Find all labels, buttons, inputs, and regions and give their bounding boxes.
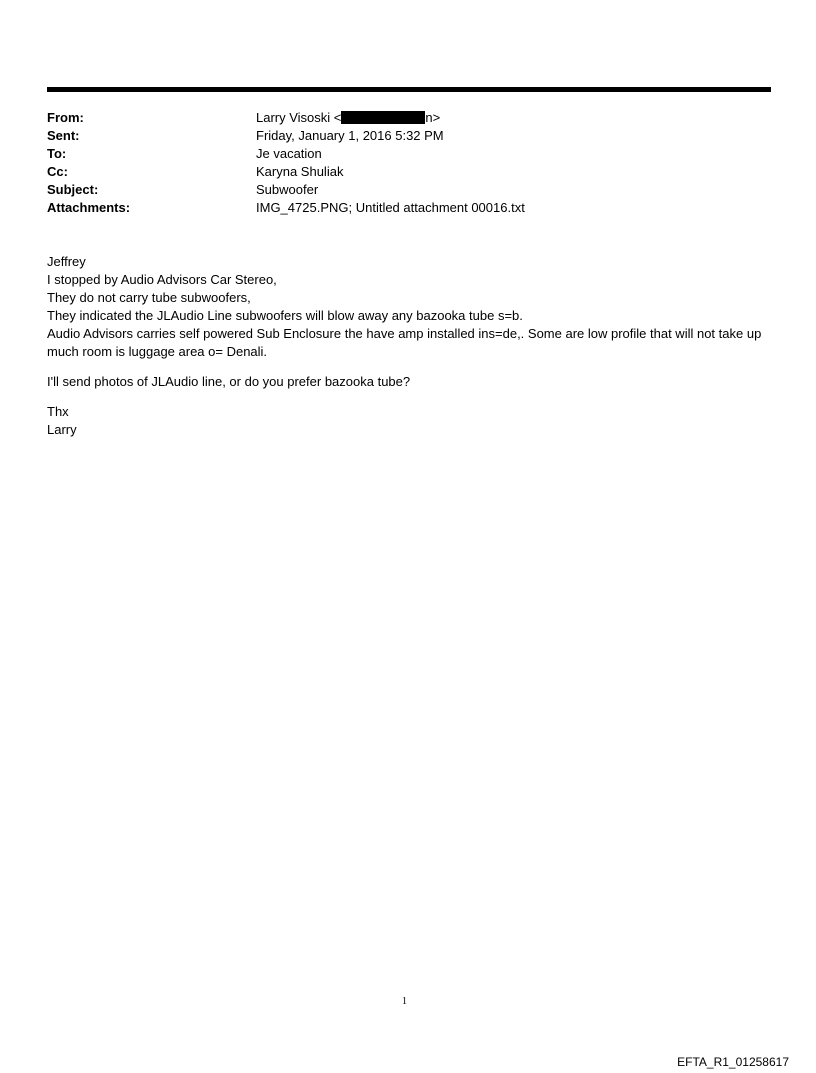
sent-value: Friday, January 1, 2016 5:32 PM: [256, 128, 444, 143]
greeting: Jeffrey: [47, 254, 86, 269]
attachments-row: [47, 199, 525, 217]
sent-label: Sent:: [47, 128, 80, 143]
page-number: 1: [402, 996, 407, 1007]
body-line: They do not carry tube subwoofers,: [47, 290, 251, 305]
to-row: [47, 145, 525, 163]
to-value: Je vacation: [256, 146, 322, 161]
redaction-box: [341, 111, 425, 124]
email-body: [47, 253, 777, 439]
from-row: [47, 109, 525, 127]
signature: Larry: [47, 422, 77, 437]
from-label: From:: [47, 110, 84, 125]
subject-value: Subwoofer: [256, 182, 319, 197]
to-label: To:: [47, 146, 67, 161]
document-id: EFTA_R1_01258617: [677, 1055, 789, 1069]
cc-value: Karyna Shuliak: [256, 164, 344, 179]
subject-row: [47, 181, 525, 199]
body-line: I stopped by Audio Advisors Car Stereo,: [47, 272, 277, 287]
subject-label: Subject:: [47, 182, 99, 197]
paragraph-gap: [47, 361, 777, 373]
cc-label: Cc:: [47, 164, 68, 179]
paragraph-gap: [47, 391, 777, 403]
attachments-label: Attachments:: [47, 200, 131, 215]
body-line: They indicated the JLAudio Line subwoofers will blow away any bazooka tube s=b.: [47, 308, 523, 323]
cc-row: [47, 163, 525, 181]
attachments-value: IMG_4725.PNG; Untitled attachment 00016.txt: [256, 200, 525, 215]
header-divider: [47, 87, 771, 92]
from-email-suffix: n>: [425, 110, 441, 125]
from-name: Larry Visoski <: [256, 110, 342, 125]
sent-row: [47, 127, 525, 145]
email-header: [47, 109, 525, 217]
signoff: Thx: [47, 404, 69, 419]
from-value: [256, 109, 440, 127]
body-line: Audio Advisors carries self powered Sub Enclosure the have amp installed ins=de,. Some are low profile that will not take up much room is luggage area o= Denali.: [47, 326, 762, 359]
body-line: I'll send photos of JLAudio line, or do you prefer bazooka tube?: [47, 374, 411, 389]
